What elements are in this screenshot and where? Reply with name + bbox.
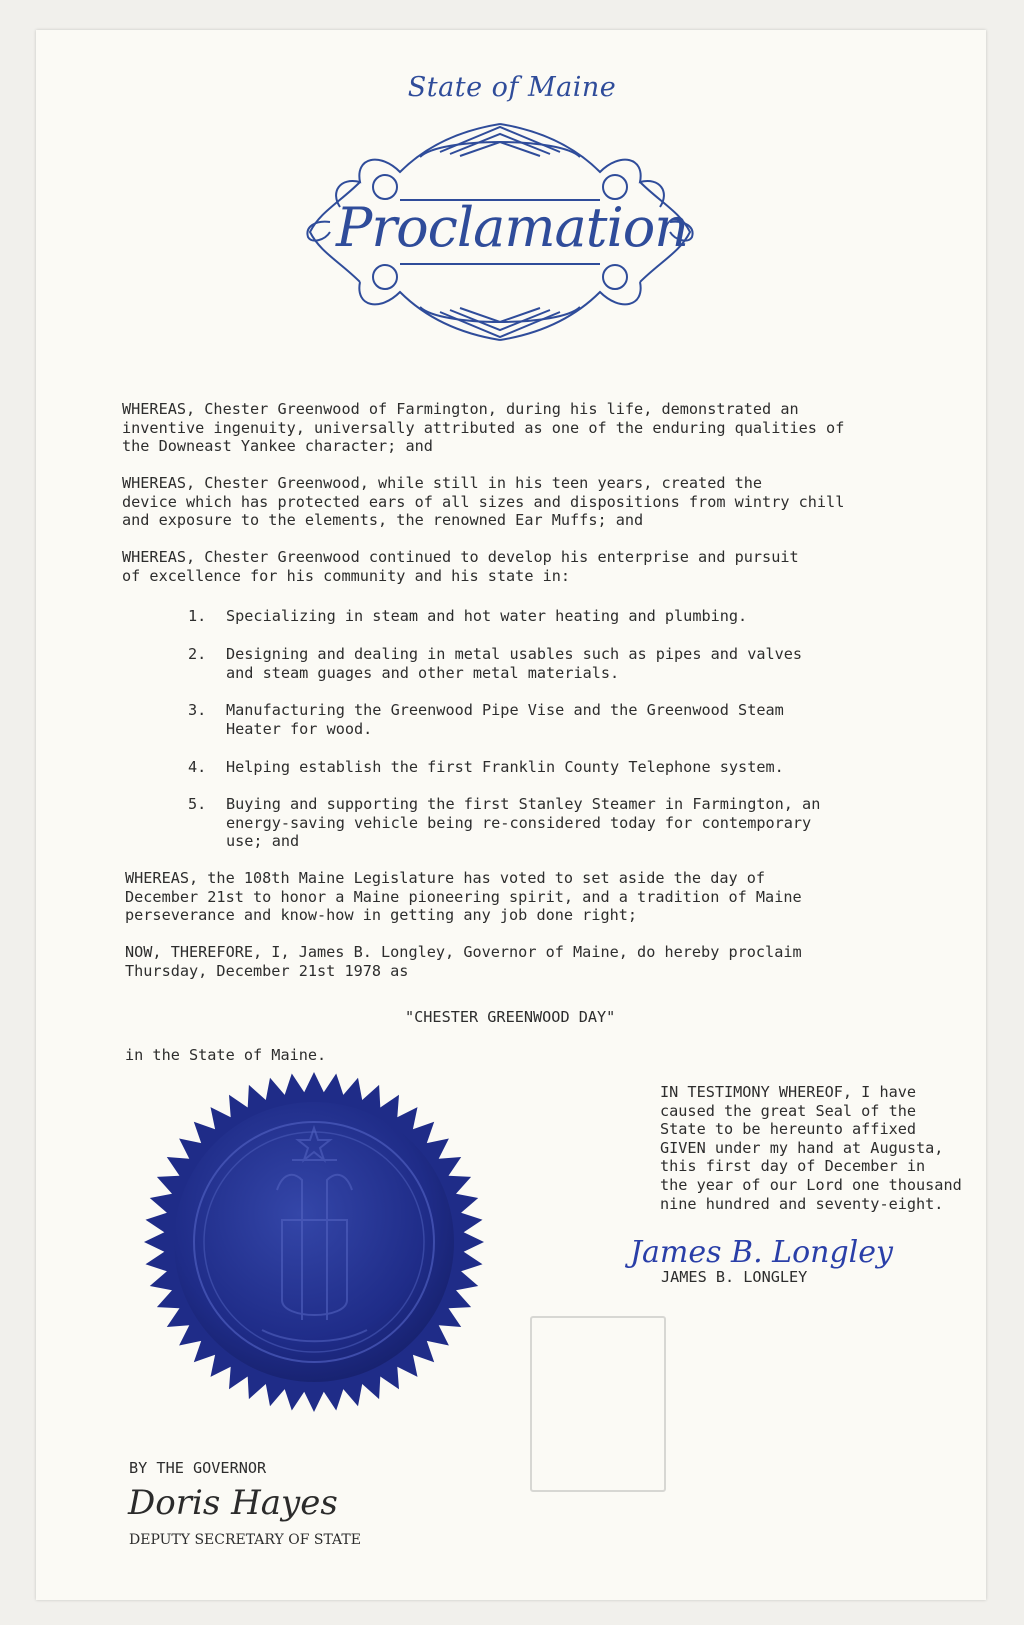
whereas-paragraph-2: WHEREAS, Chester Greenwood, while still in his teen years, created the device which has protected ears of all sizes and dispositions from wintry chill and exposure to the elements, the renowned Ear Muffs; and: [122, 474, 845, 530]
list-item-1: Specializing in steam and hot water heating and plumbing.: [226, 607, 748, 625]
state-of-maine-heading: State of Maine: [407, 72, 617, 103]
svg-text:James B. Longley: James B. Longley: [630, 1235, 893, 1270]
svg-text:Doris Hayes: Doris Hayes: [128, 1483, 338, 1523]
list-item-5: Buying and supporting the first Stanley Steamer in Farmington, an energy-saving vehicle being re-considered today for contemporary use; and: [226, 795, 821, 851]
deputy-secretary-title: DEPUTY SECRETARY OF STATE: [129, 1532, 361, 1548]
whereas-paragraph-1: WHEREAS, Chester Greenwood of Farmington, during his life, demonstrated an inventive ingenuity, universally attributed as one of the enduring qualities of the Downeast Yankee character; and: [122, 400, 845, 456]
list-number-3: 3.: [188, 701, 207, 719]
deputy-signature: [124, 1470, 364, 1530]
in-the-state-line: in the State of Maine.: [125, 1046, 327, 1064]
list-number-5: 5.: [188, 795, 207, 813]
governor-name: JAMES B. LONGLEY: [661, 1268, 808, 1286]
list-number-1: 1.: [188, 607, 207, 625]
list-item-2: Designing and dealing in metal usables such as pipes and valves and steam guages and other metal materials.: [226, 645, 803, 682]
whereas-paragraph-4: WHEREAS, the 108th Maine Legislature has voted to set aside the day of December 21st to honor a Maine pioneering spirit, and a tradition of Maine perseverance and know-how in getting any job done right;: [125, 869, 802, 925]
chester-greenwood-day: "CHESTER GREENWOOD DAY": [405, 1008, 616, 1026]
whereas-paragraph-3: WHEREAS, Chester Greenwood continued to develop his enterprise and pursuit of excellence for his community and his state in:: [122, 548, 799, 585]
by-the-governor-label: BY THE GOVERNOR: [129, 1459, 267, 1477]
list-number-2: 2.: [188, 645, 207, 663]
great-seal-of-maine: [142, 1070, 486, 1414]
testimony-paragraph: IN TESTIMONY WHEREOF, I have caused the great Seal of the State to be hereunto affixed GIVEN under my hand at Augusta, this first day of December in the year of our Lord one thousand nine hundred and seventy-eight.: [660, 1083, 962, 1213]
now-therefore-paragraph: NOW, THEREFORE, I, James B. Longley, Governor of Maine, do hereby proclaim Thursday, December 21st 1978 as: [125, 943, 802, 980]
list-number-4: 4.: [188, 758, 207, 776]
received-stamp: [530, 1316, 666, 1492]
list-item-4: Helping establish the first Franklin County Telephone system.: [226, 758, 784, 776]
seal-disc: [174, 1102, 454, 1382]
list-item-3: Manufacturing the Greenwood Pipe Vise and the Greenwood Steam Heater for wood.: [226, 701, 784, 738]
proclamation-title: Proclamation: [335, 196, 689, 259]
